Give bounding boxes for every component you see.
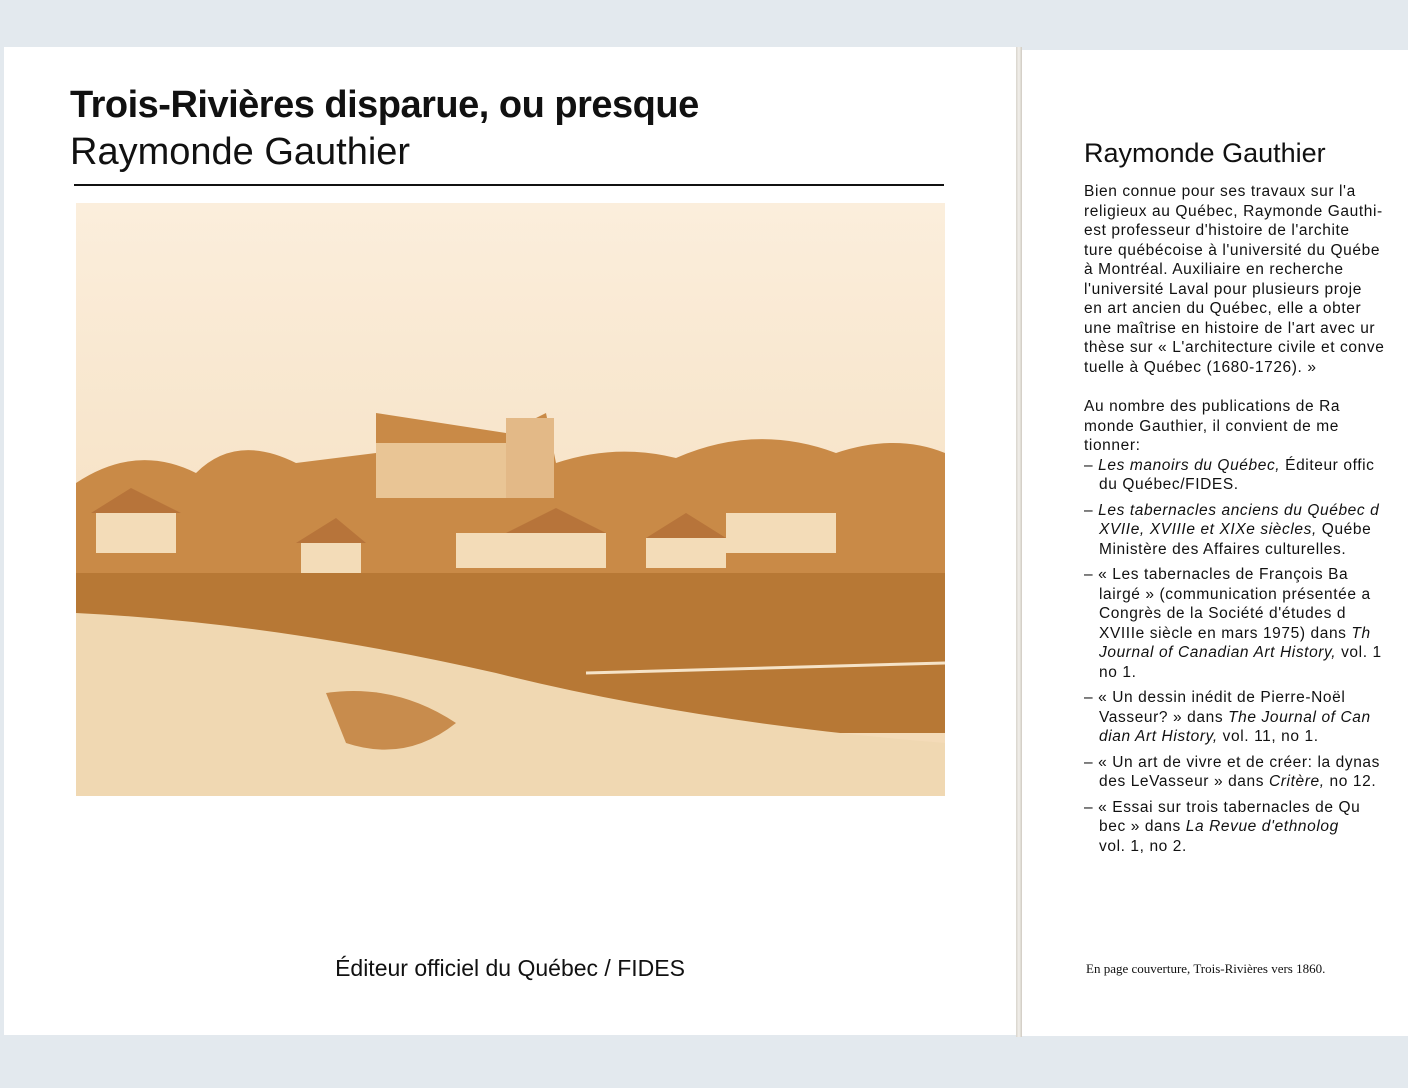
bio-line: Bien connue pour ses travaux sur l'a <box>1084 183 1356 200</box>
publication-line <box>1084 798 1408 818</box>
publication-line <box>1084 475 1408 495</box>
publication-text: The Journal of Can <box>1228 708 1371 726</box>
publication-text: Th <box>1351 624 1371 642</box>
publication-text: Éditeur offic <box>1280 456 1375 474</box>
bio-line: est professeur d'histoire de l'archite <box>1084 222 1350 239</box>
publication-item <box>1084 688 1408 747</box>
publication-text: Vasseur? » dans <box>1099 708 1229 726</box>
publication-item <box>1084 565 1408 682</box>
publication-text: XVIIIe siècle en mars 1975) dans <box>1099 624 1352 642</box>
publication-line <box>1084 585 1408 605</box>
bio-line: tuelle à Québec (1680-1726). » <box>1084 358 1317 376</box>
publication-text: vol. 1, no 2. <box>1099 837 1187 855</box>
publication-line <box>1084 837 1408 857</box>
publication-line <box>1084 772 1408 792</box>
publication-line <box>1084 727 1408 747</box>
publication-item <box>1084 753 1408 792</box>
publication-text: dian Art History, <box>1099 728 1218 745</box>
publication-text: La Revue d'ethnolog <box>1185 818 1339 835</box>
author-heading: Raymonde Gauthier <box>1084 138 1326 168</box>
publication-text: lairgé » (communication présentée a <box>1099 585 1371 603</box>
publication-line <box>1084 456 1408 476</box>
publication-line <box>1084 501 1408 521</box>
publication-text: Critère, <box>1269 773 1325 790</box>
bio-line: religieux au Québec, Raymonde Gauthi- <box>1084 202 1383 220</box>
publication-text: vol. 1 <box>1336 644 1382 661</box>
publication-item <box>1084 798 1408 857</box>
bio-line: en art ancien du Québec, elle a obter <box>1084 300 1362 317</box>
bio-line: ture québécoise à l'université du Québe <box>1084 241 1381 259</box>
book-title: Trois-Rivières disparue, ou presque <box>70 84 699 126</box>
publication-text: – <box>1084 501 1099 519</box>
publication-text: Congrès de la Société d'études d <box>1099 605 1347 622</box>
right-page <box>1022 50 1408 1036</box>
publication-text: Journal of Canadian Art History, <box>1099 644 1337 661</box>
publication-line <box>1084 540 1408 560</box>
intro-line: monde Gauthier, il convient de me <box>1084 417 1340 435</box>
bio-line: une maîtrise en histoire de l'art avec ur <box>1084 319 1376 337</box>
publication-line <box>1084 688 1408 708</box>
publication-text: XVIIe, XVIIIe et XIXe siècles, <box>1099 521 1317 538</box>
publication-line <box>1084 565 1408 585</box>
publication-text: Les tabernacles anciens du Québec d <box>1098 501 1380 519</box>
publication-text: no 12. <box>1324 773 1377 790</box>
publication-text: – « Essai sur trois tabernacles de Qu <box>1084 798 1361 816</box>
publication-text: Les manoirs du Québec, <box>1098 456 1281 474</box>
publication-line <box>1084 643 1408 663</box>
book-author: Raymonde Gauthier <box>70 131 411 173</box>
publication-text: – <box>1084 456 1099 474</box>
publication-text: des LeVasseur » dans <box>1099 773 1269 790</box>
publication-line <box>1084 520 1408 540</box>
publication-line <box>1084 817 1408 837</box>
publication-line <box>1084 708 1408 728</box>
intro-line: tionner: <box>1084 437 1141 454</box>
publication-text: Ministère des Affaires culturelles. <box>1099 540 1347 558</box>
publication-text: – « Un art de vivre et de créer: la dynas <box>1084 753 1380 771</box>
publication-line <box>1084 663 1408 683</box>
publication-line <box>1084 753 1408 773</box>
publication-item <box>1084 456 1408 495</box>
publication-text: no 1. <box>1099 663 1137 681</box>
cover-caption: En page couverture, Trois-Rivières vers 1860. <box>1086 961 1326 976</box>
publication-line <box>1084 604 1408 624</box>
intro-line: Au nombre des publications de Ra <box>1084 398 1341 415</box>
publication-text: Québe <box>1316 521 1372 538</box>
bio-line: l'université Laval pour plusieurs proje <box>1084 280 1362 298</box>
author-bio <box>1084 182 1408 862</box>
publication-text: – « Les tabernacles de François Ba <box>1084 566 1349 583</box>
publisher-name: Éditeur officiel du Québec / FIDES <box>335 955 685 981</box>
title-divider <box>74 184 944 186</box>
bio-line: thèse sur « L'architecture civile et conve <box>1084 339 1385 356</box>
publication-text: du Québec/FIDES. <box>1099 476 1239 493</box>
publication-text: bec » dans <box>1099 818 1186 835</box>
publication-text: – « Un dessin inédit de Pierre-Noël <box>1084 689 1346 706</box>
publication-item <box>1084 501 1408 560</box>
bio-line: à Montréal. Auxiliaire en recherche <box>1084 261 1344 278</box>
publication-text: vol. 11, no 1. <box>1217 728 1319 745</box>
publication-line <box>1084 624 1408 644</box>
cover-photo-trois-rivieres <box>76 203 945 796</box>
